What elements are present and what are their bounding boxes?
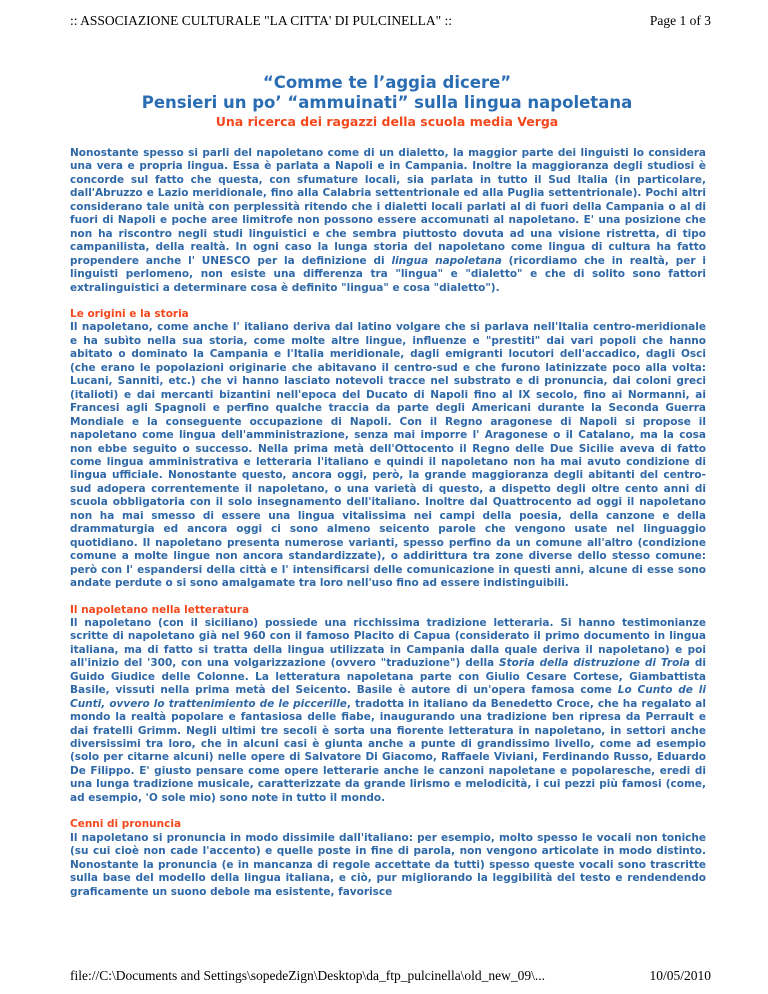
header-site-title: :: ASSOCIAZIONE CULTURALE "LA CITTA' DI PULCINELLA" ::: [70, 13, 452, 28]
body-paragraph: [70, 321, 706, 590]
body-paragraph: [70, 147, 706, 295]
section-heading: Cenni di pronuncia: [70, 818, 182, 831]
text-segment: , tradotta in italiano da Benedetto Croce, che ha regalato al mondo la realtà popolare e fantasiosa delle fiabe, inaugurando una tradizione ben ripresa da Perrault e dai fratelli Grimm. Negli ultimi tre secoli è sorta una fiorente letteratura in napoletano, in settori anche diversissimi tra loro, che in alcuni casi è giunta anche a punte di grandissimo livello, come ad esempio (solo per citarne alcuni) nelle opere di Salvatore Di Giacomo, Raffaele Viviani, Ferdinando Russo, Eduardo De Filippo. E' giusto pensare come opere letterarie anche le canzoni napoletane e popolaresche, eredi di una lunga tradizione musicale, caratterizzate da grande lirismo e melodicità, i cui pezzi più famosi (come, ad esempio, 'O sole mio) sono note in tutto il mondo.: [70, 697, 706, 804]
text-segment: Storia della distruzione di Troia: [499, 657, 690, 670]
page-subtitle: Una ricerca dei ragazzi della scuola media Verga: [215, 114, 559, 129]
footer-file-path: file://C:\Documents and Settings\sopedeZign\Desktop\da_ftp_pulcinella\old_new_09\...: [70, 968, 546, 983]
text-segment: Nonostante spesso si parli del napoletano come di un dialetto, la maggior parte dei linguisti lo considera una vera e propria lingua. Essa è parlata a Napoli e in Campania. Inoltre la maggioranza degli studiosi è concorde sul fatto che questa, con sfumature locali, sia parlata in tutto il Sud Italia (in particolare, dall'Abruzzo e Lazio meridionale, fino alla Calabria settentrionale ed alla Puglia settentrionale). Pochi altri considerano tale unità con perplessità ritendo che i dialetti locali parlati al di fuori della Campania o al di fuori di Napoli e poche aree limitrofe non possono essere accomunati al napoletano. E' una posizione che non ha riscontro negli studi linguistici e che sembra piuttosto dovuta ad una visione ristretta, di tipo campanilista, della realtà. In ogni caso la lunga storia del napoletano come lingua di cultura ha fatto propendere anche l' UNESCO per la definizione di: [70, 147, 706, 267]
title-block: [64, 73, 710, 129]
text-segment: Il napoletano, come anche l' italiano deriva dal latino volgare che si parlava nell'Italia centro-meridionale e ha subìto nella sua storia, come molte altre lingue, influenze e "prestiti" dai vari popoli che hanno abitato o dominato la Campania e l'Italia meridionale, dagli emigranti locutori dell'accadico, dagli Osci (che erano le popolazioni originarie che abitavano il centro-sud e che furono latinizzate poco alla volta: Lucani, Sanniti, etc.) che vi hanno lasciato notevoli tracce nel substrato e di pronuncia, dai coloni greci (italioti) e dai mercanti bizantini nell'epoca del Ducato di Napoli fino al IX secolo, fino ai Normanni, ai Francesi agli Spagnoli e perfino qualche traccia da parte degli Americani durante la Seconda Guerra Mondiale e la conseguente occupazione di Napoli. Con il Regno aragonese di Napoli si propose il napoletano come lingua dell'amministrazione, senza mai imporre l' Aragonese o il Catalano, ma la cosa non ebbe seguito o successo. Nella prima metà dell'Ottocento il Regno delle Due Sicilie aveva di fatto come lingua amministrativa e letteraria l'italiano e quindi il napoletano non ha mai avuto condizione di lingua ufficiale. Nonostante questo, ancora oggi, però, la grande maggioranza degli abitanti del centro-sud adopera correntemente il napoletano, o una varietà di questo, a dispetto degli oltre cento anni di scuola obbligatoria con il solo insegnamento dell'italiano. Inoltre dal Quattrocento ad oggi il napoletano non ha mai smesso di essere una lingua vitalissima nei campi della poesia, della canzone e della drammaturgia ed ancora oggi ci sono almeno seicento parole che vengono usate nel linguaggio quotidiano. Il napoletano presenta numerose varianti, spesso perfino da un comune all'altro (condizione comune a molte lingue non ancora standardizzate), o addirittura tra zone diverse dello stesso comune: però con l' espandersi della città e l' intensificarsi delle comunicazione in questi anni, alcune di esse sono andate perdute o si sono amalgamate tra loro nell'uso fino ad essere indistinguibili.: [70, 321, 706, 590]
print-header: [70, 13, 711, 29]
text-segment: Lo Cunto de li Cunti, ovvero lo trattenimiento de le piccerille: [70, 684, 706, 710]
print-footer: [70, 968, 711, 984]
body-paragraph: [70, 617, 706, 805]
article-body: [70, 147, 706, 912]
text-segment: Il napoletano (con il siciliano) possiede una ricchissima tradizione letteraria. Si hanno testimonianze scritte di napoletano già nel 960 con il famoso Placito di Capua (considerato il primo documento in lingua italiana, ma di fatto si tratta della lingua utilizzata in Campania dalla quale deriva il napoletano) e poi all'inizio del '300, con una volgarizzazione (ovvero "traduzione") della: [70, 616, 706, 670]
section-heading: Le origini e la storia: [70, 307, 189, 320]
header-page-number: Page 1 of 3: [649, 13, 711, 28]
page-title-line1: “Comme te l’aggia dicere”: [262, 73, 512, 92]
footer-date: 10/05/2010: [649, 968, 711, 983]
text-segment: di Guido Giudice delle Colonne. La letteratura napoletana parte con Giulio Cesare Cortese, Giambattista Basile, vissuti nella prima metà del Seicento. Basile è autore di un'opera famosa come: [70, 657, 706, 697]
text-segment: Il napoletano si pronuncia in modo dissimile dall'italiano: per esempio, molto spesso le vocali non toniche (su cui cioè non cade l'accento) e quelle poste in fine di parola, non vengono articolate in modo distinto. Nonostante la pronuncia (e in mancanza di regole accettate da tutti) spesso queste vocali sono trascritte sulla base del modello della lingua italiana, e ciò, pur migliorando la leggibilità del testo e rendendendo graficamente un suono debole ma esistente, favorisce: [70, 831, 706, 898]
body-paragraph: [70, 832, 706, 899]
page-title-line2: Pensieri un po’ “ammuinati” sulla lingua napoletana: [141, 93, 633, 112]
text-segment: (ricordiamo che in realtà, per i linguisti perlomeno, non esiste una differenza tra "lingua" e "dialetto" e che di solito sono fattori extralinguistici a determinare cosa è definito "lingua" e cosa "dialetto").: [70, 254, 706, 294]
section-heading: Il napoletano nella letteratura: [70, 603, 250, 616]
text-segment: lingua napoletana: [391, 254, 502, 267]
